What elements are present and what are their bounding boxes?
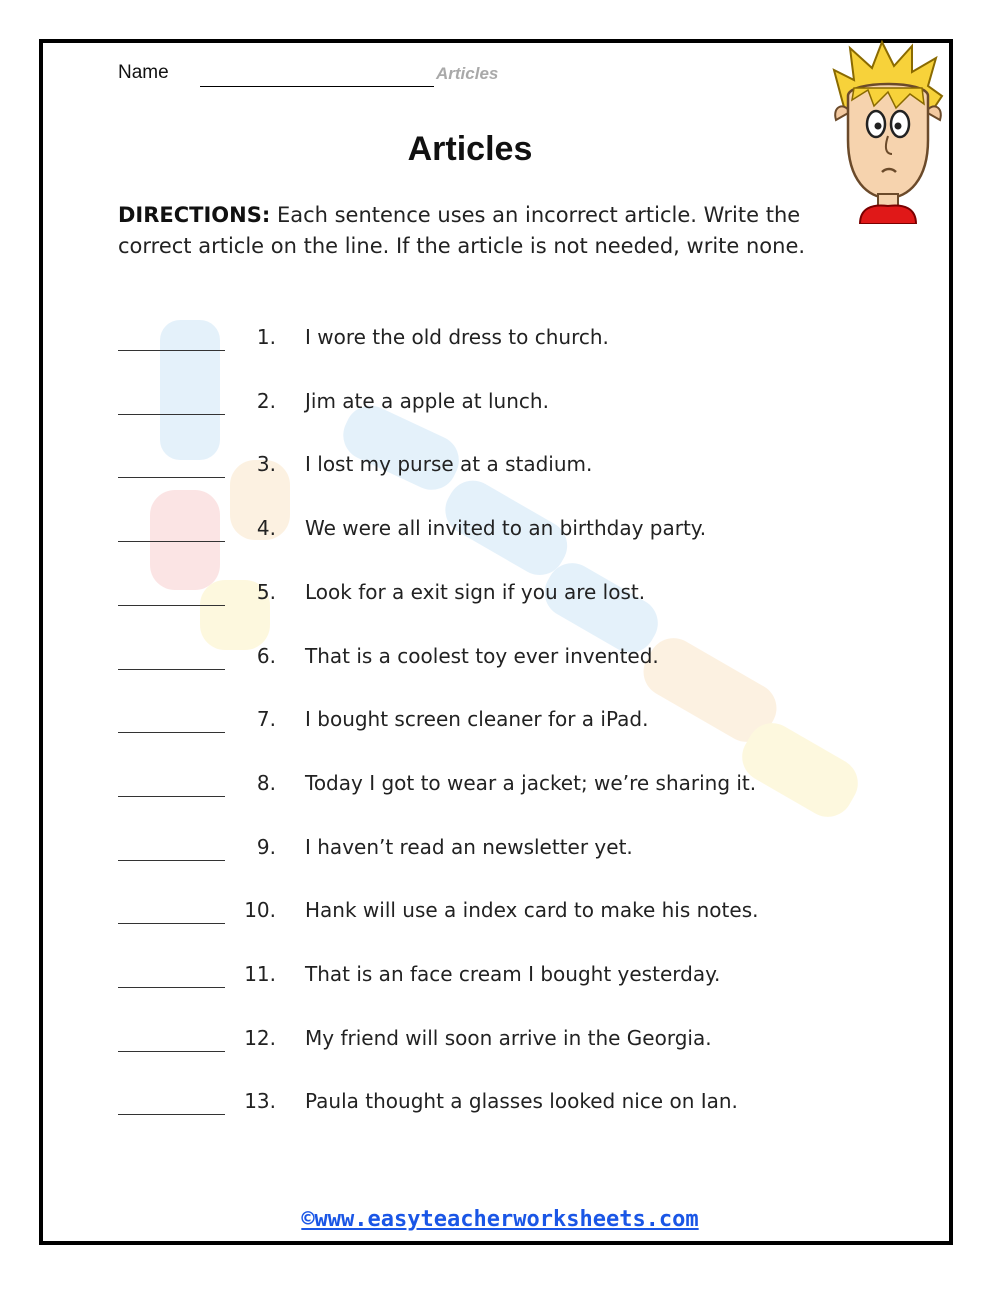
question-text: I lost my purse at a stadium. [305,452,593,477]
question-text: That is a coolest toy ever invented. [305,643,659,668]
question-number: 8. [256,770,276,795]
answer-blank[interactable] [118,732,225,733]
question-row [0,450,1000,490]
question-number: 12. [244,1025,276,1050]
question-text: I wore the old dress to church. [305,325,609,349]
question-row [0,323,1000,363]
question-number: 5. [256,579,276,604]
answer-blank[interactable] [118,605,225,606]
question-text: Hank will use a index card to make his notes. [305,898,759,923]
directions-label: DIRECTIONS: [118,203,271,227]
question-text: Jim ate a apple at lunch. [305,388,549,413]
answer-blank[interactable] [118,796,225,797]
question-row [0,960,1000,1000]
question-text: My friend will soon arrive in the Georgia. [305,1025,712,1050]
answer-blank[interactable] [118,477,225,478]
answer-blank[interactable] [118,414,225,415]
answer-blank[interactable] [118,1114,225,1115]
answer-blank[interactable] [118,541,225,542]
page-title: Articles [407,130,533,168]
site-link[interactable]: ©www.easyteacherworksheets.com [301,1207,699,1232]
question-row [0,387,1000,427]
question-number: 4. [256,516,276,541]
question-number: 13. [244,1089,276,1114]
question-number: 6. [256,643,276,668]
footer [0,1207,1000,1232]
question-row [0,833,1000,873]
answer-blank[interactable] [118,350,225,351]
answer-blank[interactable] [118,1051,225,1052]
answer-blank[interactable] [118,860,225,861]
directions [118,200,858,262]
question-row [0,705,1000,745]
name-label: Name [118,62,169,83]
question-row [0,578,1000,618]
question-text: Paula thought a glasses looked nice on Ian. [305,1089,738,1114]
question-text: We were all invited to an birthday party. [305,516,707,541]
question-text: That is an face cream I bought yesterday. [305,962,721,986]
question-text: Today I got to wear a jacket; we’re sharing it. [305,770,757,795]
answer-blank[interactable] [118,987,225,988]
question-number: 9. [256,834,276,859]
question-row [0,1087,1000,1127]
question-number: 7. [256,707,276,732]
question-text: I bought screen cleaner for a iPad. [305,707,649,732]
question-row [0,769,1000,809]
question-row [0,896,1000,936]
question-row [0,1024,1000,1064]
name-field[interactable] [200,86,434,87]
question-text: I haven’t read an newsletter yet. [305,834,633,859]
question-number: 10. [244,898,276,923]
question-row [0,642,1000,682]
directions-text: Each sentence uses an incorrect article. Write the correct article on the line. If the article is not needed, write none. [118,203,806,258]
question-number: 11. [244,962,276,986]
topic-label: Articles [436,64,499,83]
answer-blank[interactable] [118,923,225,924]
question-number: 1. [256,325,276,349]
question-text: Look for a exit sign if you are lost. [305,579,646,604]
answer-blank[interactable] [118,669,225,670]
question-number: 2. [256,388,276,413]
question-number: 3. [256,452,276,477]
question-row [0,514,1000,554]
